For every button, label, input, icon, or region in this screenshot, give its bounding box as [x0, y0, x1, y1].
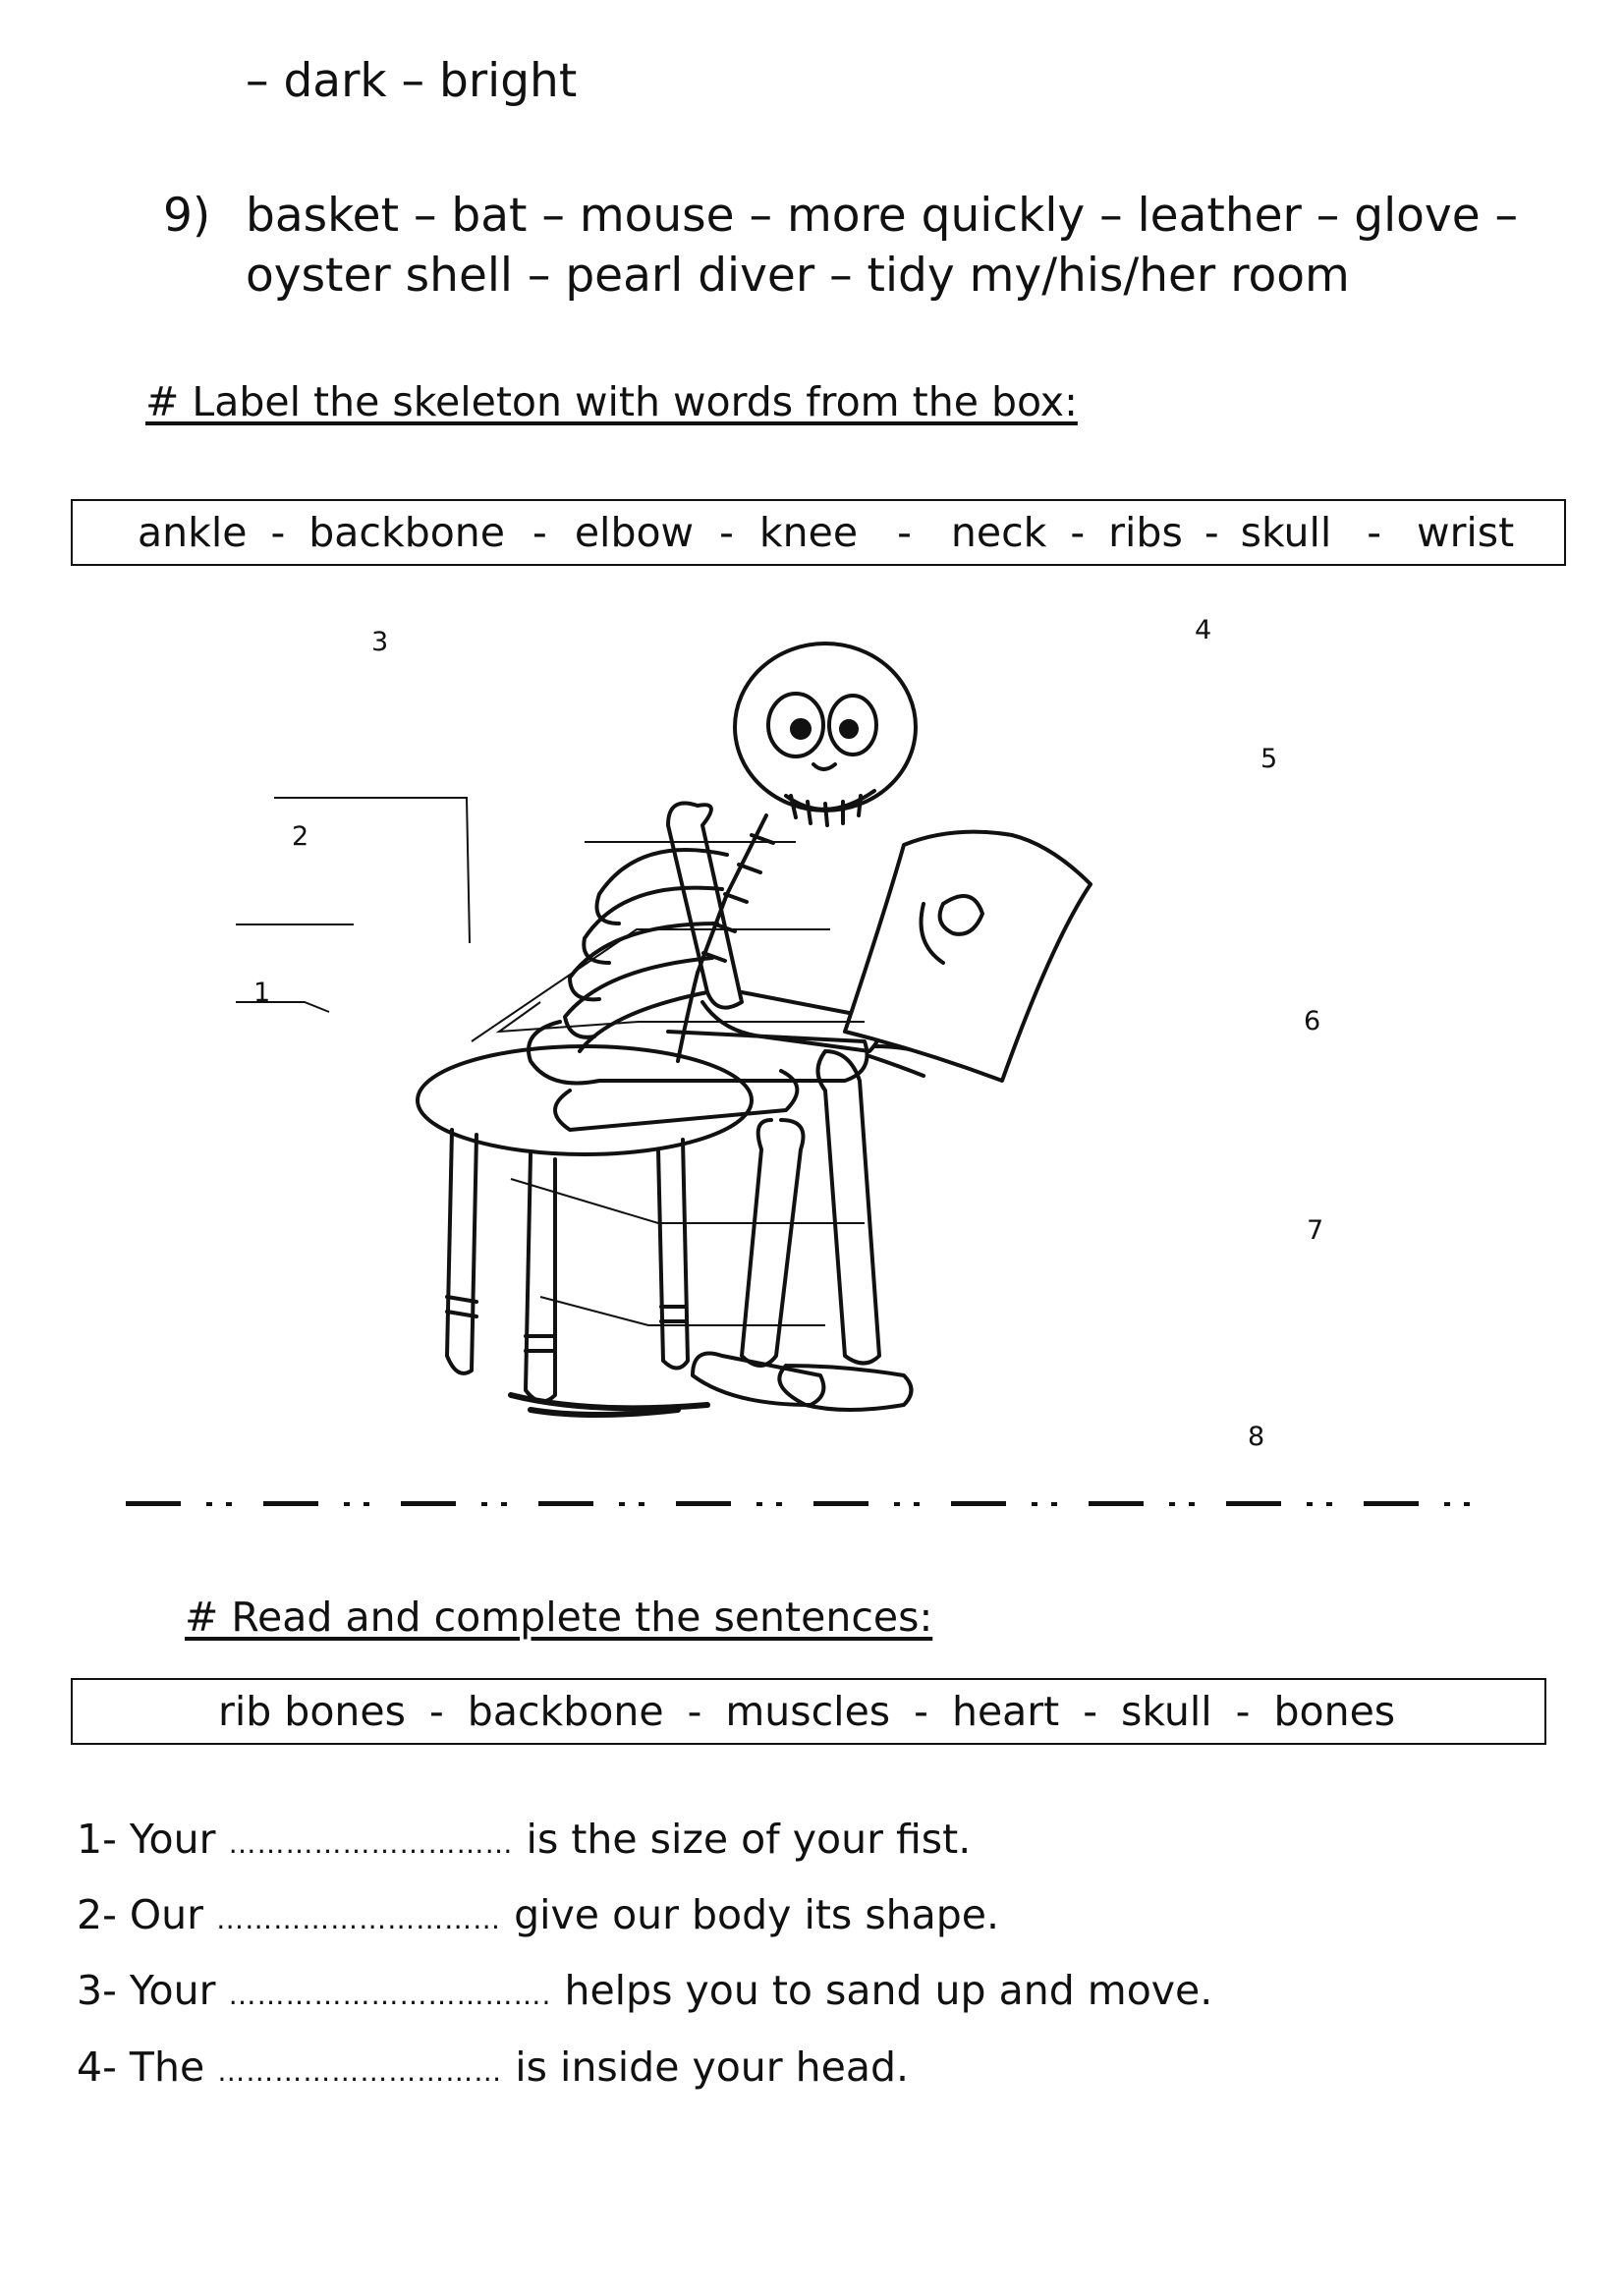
word-wrist: wrist — [1417, 509, 1515, 556]
sentence-end: is inside your head. — [515, 2043, 910, 2091]
sentence-end: helps you to sand up and move. — [564, 1967, 1213, 2014]
word-bones: bones — [1273, 1688, 1396, 1735]
callout-7: 7 — [1307, 1215, 1324, 1246]
sentence-1 — [77, 1816, 971, 1863]
word-heart: heart — [951, 1688, 1060, 1735]
word-knee: knee — [758, 509, 859, 556]
sentence-start: 3- Your — [77, 1967, 216, 2014]
word-ribs: ribs — [1108, 509, 1183, 556]
sentence-4 — [77, 2043, 909, 2091]
complete-section-heading: # Read and complete the sentences: — [185, 1594, 933, 1641]
word-separator: - — [270, 509, 286, 556]
word-separator: - — [532, 509, 547, 556]
word-separator: - — [719, 509, 734, 556]
label-section-heading: # Label the skeleton with words from the box: — [145, 378, 1078, 425]
word-ankle: ankle — [138, 509, 248, 556]
item-9-line-2: oyster shell – pearl diver – tidy my/his/her room — [246, 249, 1350, 303]
word-separator: - — [1235, 1688, 1251, 1735]
stool-seat — [418, 1046, 752, 1154]
skeleton-word-box — [71, 499, 1566, 566]
sentence-end: is the size of your fist. — [526, 1816, 972, 1863]
sentence-blank[interactable]: ……………………………. — [228, 1979, 552, 2011]
callout-1: 1 — [253, 978, 271, 1008]
word-elbow: elbow — [574, 509, 695, 556]
section-divider — [126, 1495, 1540, 1513]
callout-3: 3 — [371, 627, 389, 657]
item-9-line-1: basket – bat – mouse – more quickly – leather – glove – — [246, 189, 1519, 243]
word-separator: - — [1204, 509, 1219, 556]
sentence-word-box — [71, 1678, 1546, 1745]
skull-shape — [735, 644, 916, 811]
callout-6: 6 — [1304, 1006, 1321, 1036]
word-skull: skull — [1240, 509, 1332, 556]
sentence-end: give our body its shape. — [514, 1891, 1000, 1938]
book-shape — [845, 832, 1091, 1081]
word-backbone: backbone — [308, 509, 506, 556]
word-separator: - — [897, 509, 912, 556]
callout-2: 2 — [292, 821, 309, 852]
word-muscles: muscles — [725, 1688, 891, 1735]
word-separator: - — [687, 1688, 702, 1735]
item-9-number: 9) — [163, 189, 211, 243]
word-skull: skull — [1121, 1688, 1212, 1735]
sentence-start: 4- The — [77, 2043, 205, 2091]
sentence-3 — [77, 1967, 1212, 2014]
word-rib-bones: rib bones — [218, 1688, 406, 1735]
word-separator: - — [429, 1688, 444, 1735]
word-backbone: backbone — [467, 1688, 664, 1735]
word-separator: - — [914, 1688, 928, 1735]
callout-5: 5 — [1260, 744, 1278, 774]
sentence-2 — [77, 1891, 999, 1938]
callout-4: 4 — [1195, 615, 1212, 645]
word-separator: - — [1367, 509, 1382, 556]
sentence-blank[interactable]: ………………………… — [228, 1827, 514, 1860]
sentence-blank[interactable]: ………………………… — [217, 2055, 503, 2088]
skeleton-illustration — [236, 609, 1336, 1474]
top-line-text: – dark – bright — [246, 54, 578, 108]
sentence-blank[interactable]: ………………………… — [216, 1903, 502, 1935]
word-neck: neck — [950, 509, 1047, 556]
word-separator: - — [1070, 509, 1086, 556]
word-separator: - — [1083, 1688, 1098, 1735]
sentence-start: 1- Your — [77, 1816, 216, 1863]
sentence-start: 2- Our — [77, 1891, 204, 1938]
callout-8: 8 — [1248, 1422, 1265, 1452]
